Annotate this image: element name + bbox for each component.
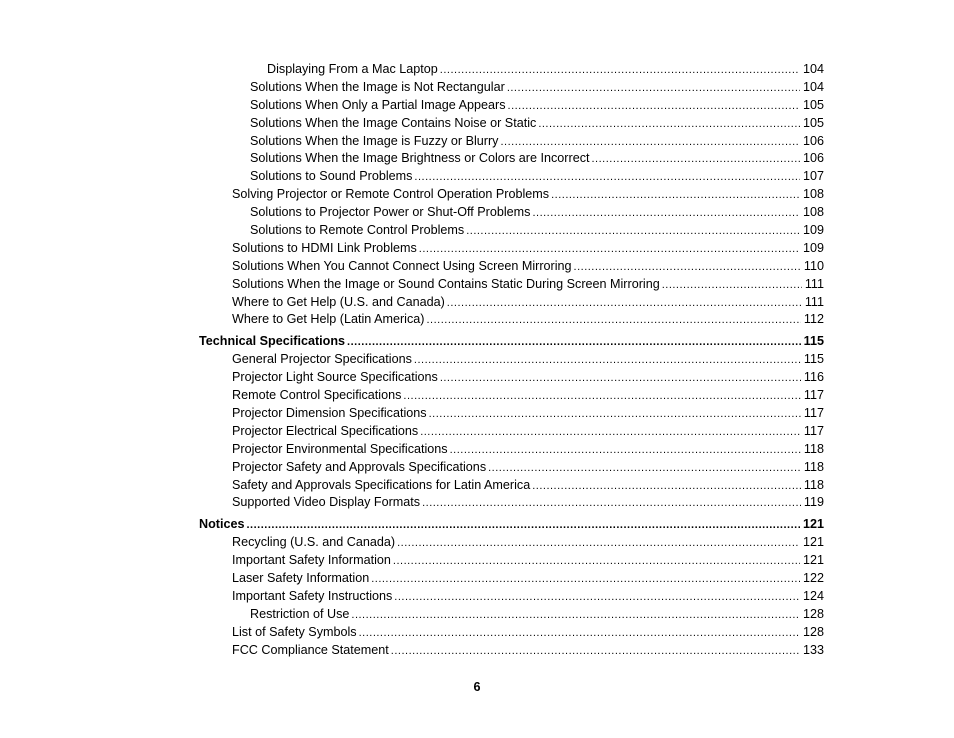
toc-entry-title: List of Safety Symbols: [232, 624, 357, 639]
dot-leader: [574, 259, 801, 276]
toc-entry[interactable]: [199, 133, 824, 151]
toc-section-heading[interactable]: [199, 331, 824, 351]
dot-leader: [359, 625, 800, 642]
toc-entry-page: 118: [803, 441, 824, 456]
toc-entry-title: Solutions When the Image Brightness or Colors are Incorrect: [250, 151, 590, 166]
toc-entry[interactable]: [199, 494, 824, 512]
toc-entry-page: 104: [802, 79, 824, 94]
toc-entry-title: Remote Control Specifications: [232, 388, 402, 403]
toc-entry-page: 108: [802, 187, 824, 202]
dot-leader: [466, 223, 800, 240]
toc-entry-page: 110: [803, 258, 824, 273]
toc-entry[interactable]: [199, 311, 824, 329]
dot-leader: [488, 460, 801, 477]
toc-entry-page: 128: [802, 606, 824, 621]
dot-leader: [247, 515, 800, 534]
dot-leader: [507, 80, 800, 97]
toc-entry[interactable]: [199, 258, 824, 276]
dot-leader: [447, 295, 802, 312]
dot-leader: [419, 241, 800, 258]
dot-leader: [420, 424, 801, 441]
toc-entry[interactable]: [199, 405, 824, 423]
toc-entry[interactable]: [199, 369, 824, 387]
toc-entry-title: Solving Projector or Remote Control Operation Problems: [232, 187, 550, 202]
toc-entry-title: Technical Specifications: [199, 334, 346, 349]
toc-entry-title: Projector Dimension Specifications: [232, 406, 427, 421]
toc-entry-title: Solutions When the Image or Sound Contains Static During Screen Mirroring: [232, 276, 660, 291]
dot-leader: [351, 607, 800, 624]
dot-leader: [391, 643, 800, 660]
dot-leader: [592, 151, 800, 168]
toc-entry-title: Restriction of Use: [250, 606, 350, 621]
toc-entry-title: Solutions to Remote Control Problems: [250, 223, 465, 238]
toc-entry-page: 106: [802, 133, 824, 148]
toc-entry-title: Projector Light Source Specifications: [232, 370, 438, 385]
toc-entry-page: 107: [802, 169, 824, 184]
dot-leader: [393, 553, 800, 570]
toc-entry[interactable]: [199, 387, 824, 405]
toc-entry-title: Projector Environmental Specifications: [232, 441, 448, 456]
dot-leader: [450, 442, 801, 459]
page-number: 6: [473, 680, 481, 694]
toc-entry-page: 117: [803, 406, 824, 421]
toc-entry-page: 115: [803, 352, 824, 367]
table-of-contents: [199, 61, 824, 660]
dot-leader: [662, 277, 802, 294]
dot-leader: [426, 312, 800, 329]
toc-entry-title: Recycling (U.S. and Canada): [232, 535, 396, 550]
dot-leader: [532, 478, 801, 495]
toc-entry-page: 121: [802, 535, 824, 550]
dot-leader: [371, 571, 800, 588]
toc-entry-page: 105: [802, 115, 824, 130]
toc-entry[interactable]: [199, 204, 824, 222]
dot-leader: [397, 535, 800, 552]
toc-entry-page: 117: [803, 388, 824, 403]
toc-entry-title: Projector Electrical Specifications: [232, 423, 419, 438]
toc-entry-title: Solutions When Only a Partial Image Appears: [250, 97, 506, 112]
dot-leader: [394, 589, 800, 606]
toc-entry[interactable]: [199, 477, 824, 495]
toc-entry-title: Important Safety Instructions: [232, 589, 393, 604]
dot-leader: [422, 495, 801, 512]
dot-leader: [347, 332, 801, 351]
toc-entry-page: 116: [803, 370, 824, 385]
toc-entry-page: 133: [802, 642, 824, 657]
toc-entry-title: Notices: [199, 517, 245, 532]
toc-entry-title: Where to Get Help (U.S. and Canada): [232, 294, 445, 309]
toc-entry-page: 121: [802, 517, 824, 532]
toc-entry[interactable]: [199, 642, 824, 660]
toc-entry-title: Solutions to Sound Problems: [250, 169, 413, 184]
toc-entry[interactable]: [199, 150, 824, 168]
toc-entry[interactable]: [199, 624, 824, 642]
toc-entry-page: 119: [803, 495, 824, 510]
toc-entry-page: 121: [802, 553, 824, 568]
toc-entry-page: 106: [802, 151, 824, 166]
toc-entry[interactable]: [199, 606, 824, 624]
toc-entry-title: Solutions When the Image Contains Noise or Static: [250, 115, 537, 130]
dot-leader: [532, 205, 800, 222]
toc-entry-title: Projector Safety and Approvals Specifications: [232, 459, 487, 474]
dot-leader: [500, 134, 800, 151]
toc-entry-page: 122: [802, 571, 824, 586]
toc-entry[interactable]: [199, 79, 824, 97]
toc-entry[interactable]: [199, 423, 824, 441]
toc-entry-title: Displaying From a Mac Laptop: [267, 62, 438, 76]
toc-entry-page: 111: [804, 294, 824, 309]
toc-entry[interactable]: [199, 441, 824, 459]
toc-entry-page: 118: [803, 459, 824, 474]
toc-entry-title: Supported Video Display Formats: [232, 495, 421, 510]
toc-entry-page: 105: [802, 97, 824, 112]
toc-entry[interactable]: [199, 240, 824, 258]
toc-entry-title: FCC Compliance Statement: [232, 642, 389, 657]
toc-entry-title: Safety and Approvals Specifications for Latin America: [232, 477, 531, 492]
toc-entry[interactable]: [199, 570, 824, 588]
toc-entry[interactable]: [199, 61, 824, 79]
toc-entry[interactable]: [199, 186, 824, 204]
toc-entry-title: Important Safety Information: [232, 553, 391, 568]
toc-entry[interactable]: [199, 222, 824, 240]
toc-entry-title: Laser Safety Information: [232, 571, 370, 586]
toc-entry-title: Where to Get Help (Latin America): [232, 312, 425, 327]
dot-leader: [414, 169, 800, 186]
toc-entry[interactable]: [199, 534, 824, 552]
toc-entry[interactable]: [199, 276, 824, 294]
toc-entry-title: Solutions to HDMI Link Problems: [232, 240, 417, 255]
toc-entry-page: 108: [802, 205, 824, 220]
toc-entry-page: 112: [803, 312, 824, 327]
toc-entry-page: 104: [802, 62, 824, 76]
toc-entry-page: 111: [804, 276, 824, 291]
toc-entry-page: 124: [802, 589, 824, 604]
toc-entry[interactable]: [199, 168, 824, 186]
toc-entry-title: General Projector Specifications: [232, 352, 412, 367]
toc-entry-title: Solutions When the Image is Not Rectangular: [250, 79, 505, 94]
toc-entry[interactable]: [199, 351, 824, 369]
toc-entry-page: 118: [803, 477, 824, 492]
dot-leader: [538, 116, 800, 133]
toc-entry[interactable]: [199, 294, 824, 312]
dot-leader: [440, 370, 801, 387]
toc-entry[interactable]: [199, 97, 824, 115]
toc-entry[interactable]: [199, 115, 824, 133]
toc-entry-page: 109: [802, 223, 824, 238]
dot-leader: [440, 62, 800, 79]
toc-entry-title: Solutions When You Cannot Connect Using Screen Mirroring: [232, 258, 572, 273]
dot-leader: [429, 406, 801, 423]
dot-leader: [403, 388, 801, 405]
toc-entry-page: 117: [803, 423, 824, 438]
toc-entry-page: 115: [803, 334, 824, 349]
dot-leader: [508, 98, 800, 115]
toc-entry[interactable]: [199, 552, 824, 570]
toc-entry[interactable]: [199, 588, 824, 606]
toc-entry-page: 109: [802, 240, 824, 255]
toc-entry-title: Solutions When the Image is Fuzzy or Blurry: [250, 133, 499, 148]
toc-entry-page: 128: [802, 624, 824, 639]
toc-section-heading[interactable]: [199, 514, 824, 534]
dot-leader: [414, 352, 801, 369]
toc-entry[interactable]: [199, 459, 824, 477]
dot-leader: [551, 187, 800, 204]
toc-entry-title: Solutions to Projector Power or Shut-Off Problems: [250, 205, 531, 220]
